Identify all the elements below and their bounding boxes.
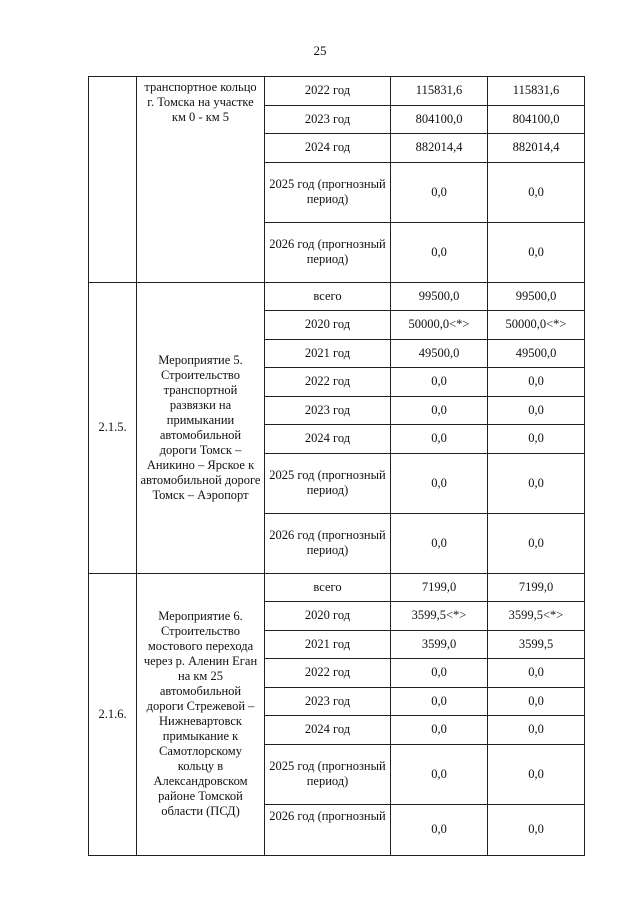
amount-cell-b: 7199,0 [488,573,585,602]
amount-cell-b: 0,0 [488,425,585,454]
amount-cell-a: 804100,0 [391,105,488,134]
amount-cell-b: 3599,5<*> [488,602,585,631]
section-index: 2.1.6. [89,573,137,855]
period-cell: 2025 год (прогнозный период) [265,744,391,804]
amount-cell-b: 49500,0 [488,339,585,368]
amount-cell-b: 0,0 [488,162,585,222]
amount-cell-b: 0,0 [488,659,585,688]
amount-cell-b: 50000,0<*> [488,311,585,340]
amount-cell-b: 0,0 [488,744,585,804]
period-cell: 2023 год [265,105,391,134]
amount-cell-a: 0,0 [391,687,488,716]
period-cell: 2025 год (прогнозный период) [265,162,391,222]
amount-cell-a: 0,0 [391,425,488,454]
table-row [89,573,585,602]
amount-cell-a: 0,0 [391,453,488,513]
table-row [89,282,585,311]
amount-cell-a: 49500,0 [391,339,488,368]
amount-cell-a: 0,0 [391,744,488,804]
amount-cell-a: 3599,5<*> [391,602,488,631]
amount-cell-a: 0,0 [391,222,488,282]
section-index: 2.1.5. [89,282,137,573]
amount-cell-b: 0,0 [488,804,585,855]
amount-cell-a: 0,0 [391,659,488,688]
amount-cell-a: 0,0 [391,396,488,425]
period-cell: 2026 год (прогнозный период) [265,222,391,282]
amount-cell-b: 804100,0 [488,105,585,134]
amount-cell-b: 115831,6 [488,77,585,106]
period-cell: 2020 год [265,311,391,340]
amount-cell-b: 882014,4 [488,134,585,163]
period-cell: всего [265,282,391,311]
amount-cell-a: 115831,6 [391,77,488,106]
amount-cell-b: 0,0 [488,368,585,397]
amount-cell-a: 50000,0<*> [391,311,488,340]
period-cell: 2024 год [265,425,391,454]
amount-cell-b: 3599,5 [488,630,585,659]
section-description: транспортное кольцо г. Томска на участке км 0 - км 5 [137,77,265,283]
amount-cell-a: 0,0 [391,804,488,855]
section-index [89,77,137,283]
period-cell: 2025 год (прогнозный период) [265,453,391,513]
period-cell: 2023 год [265,687,391,716]
amount-cell-a: 0,0 [391,513,488,573]
amount-cell-b: 0,0 [488,687,585,716]
amount-cell-b: 0,0 [488,453,585,513]
amount-cell-b: 0,0 [488,513,585,573]
period-cell: 2022 год [265,368,391,397]
amount-cell-b: 0,0 [488,222,585,282]
table-row [89,77,585,106]
budget-table-body [89,77,585,856]
amount-cell-a: 99500,0 [391,282,488,311]
period-cell: 2022 год [265,659,391,688]
amount-cell-a: 7199,0 [391,573,488,602]
amount-cell-b: 0,0 [488,716,585,745]
period-cell: 2026 год (прогнозный период) [265,513,391,573]
period-cell: всего [265,573,391,602]
period-cell: 2022 год [265,77,391,106]
period-cell: 2021 год [265,339,391,368]
amount-cell-a: 0,0 [391,716,488,745]
period-cell: 2026 год (прогнозный [265,804,391,855]
amount-cell-a: 0,0 [391,162,488,222]
period-cell: 2024 год [265,134,391,163]
period-cell: 2020 год [265,602,391,631]
amount-cell-b: 99500,0 [488,282,585,311]
page-number: 25 [313,43,327,58]
period-cell: 2021 год [265,630,391,659]
amount-cell-b: 0,0 [488,396,585,425]
section-description: Мероприятие 6. Строительство мостового перехода через р. Аленин Еган на км 25 автомобильной дороги Стрежевой – Нижневартовск примыкание к Самотлорскому кольцу в Александровском районе Томской области (ПСД) [137,573,265,855]
amount-cell-a: 0,0 [391,368,488,397]
amount-cell-a: 3599,0 [391,630,488,659]
period-cell: 2023 год [265,396,391,425]
section-description: Мероприятие 5. Строительство транспортной развязки на примыкании автомобильной дороги Томск – Аникино – Ярское к автомобильной дороге Томск – Аэропорт [137,282,265,573]
period-cell: 2024 год [265,716,391,745]
budget-table [88,76,585,856]
amount-cell-a: 882014,4 [391,134,488,163]
